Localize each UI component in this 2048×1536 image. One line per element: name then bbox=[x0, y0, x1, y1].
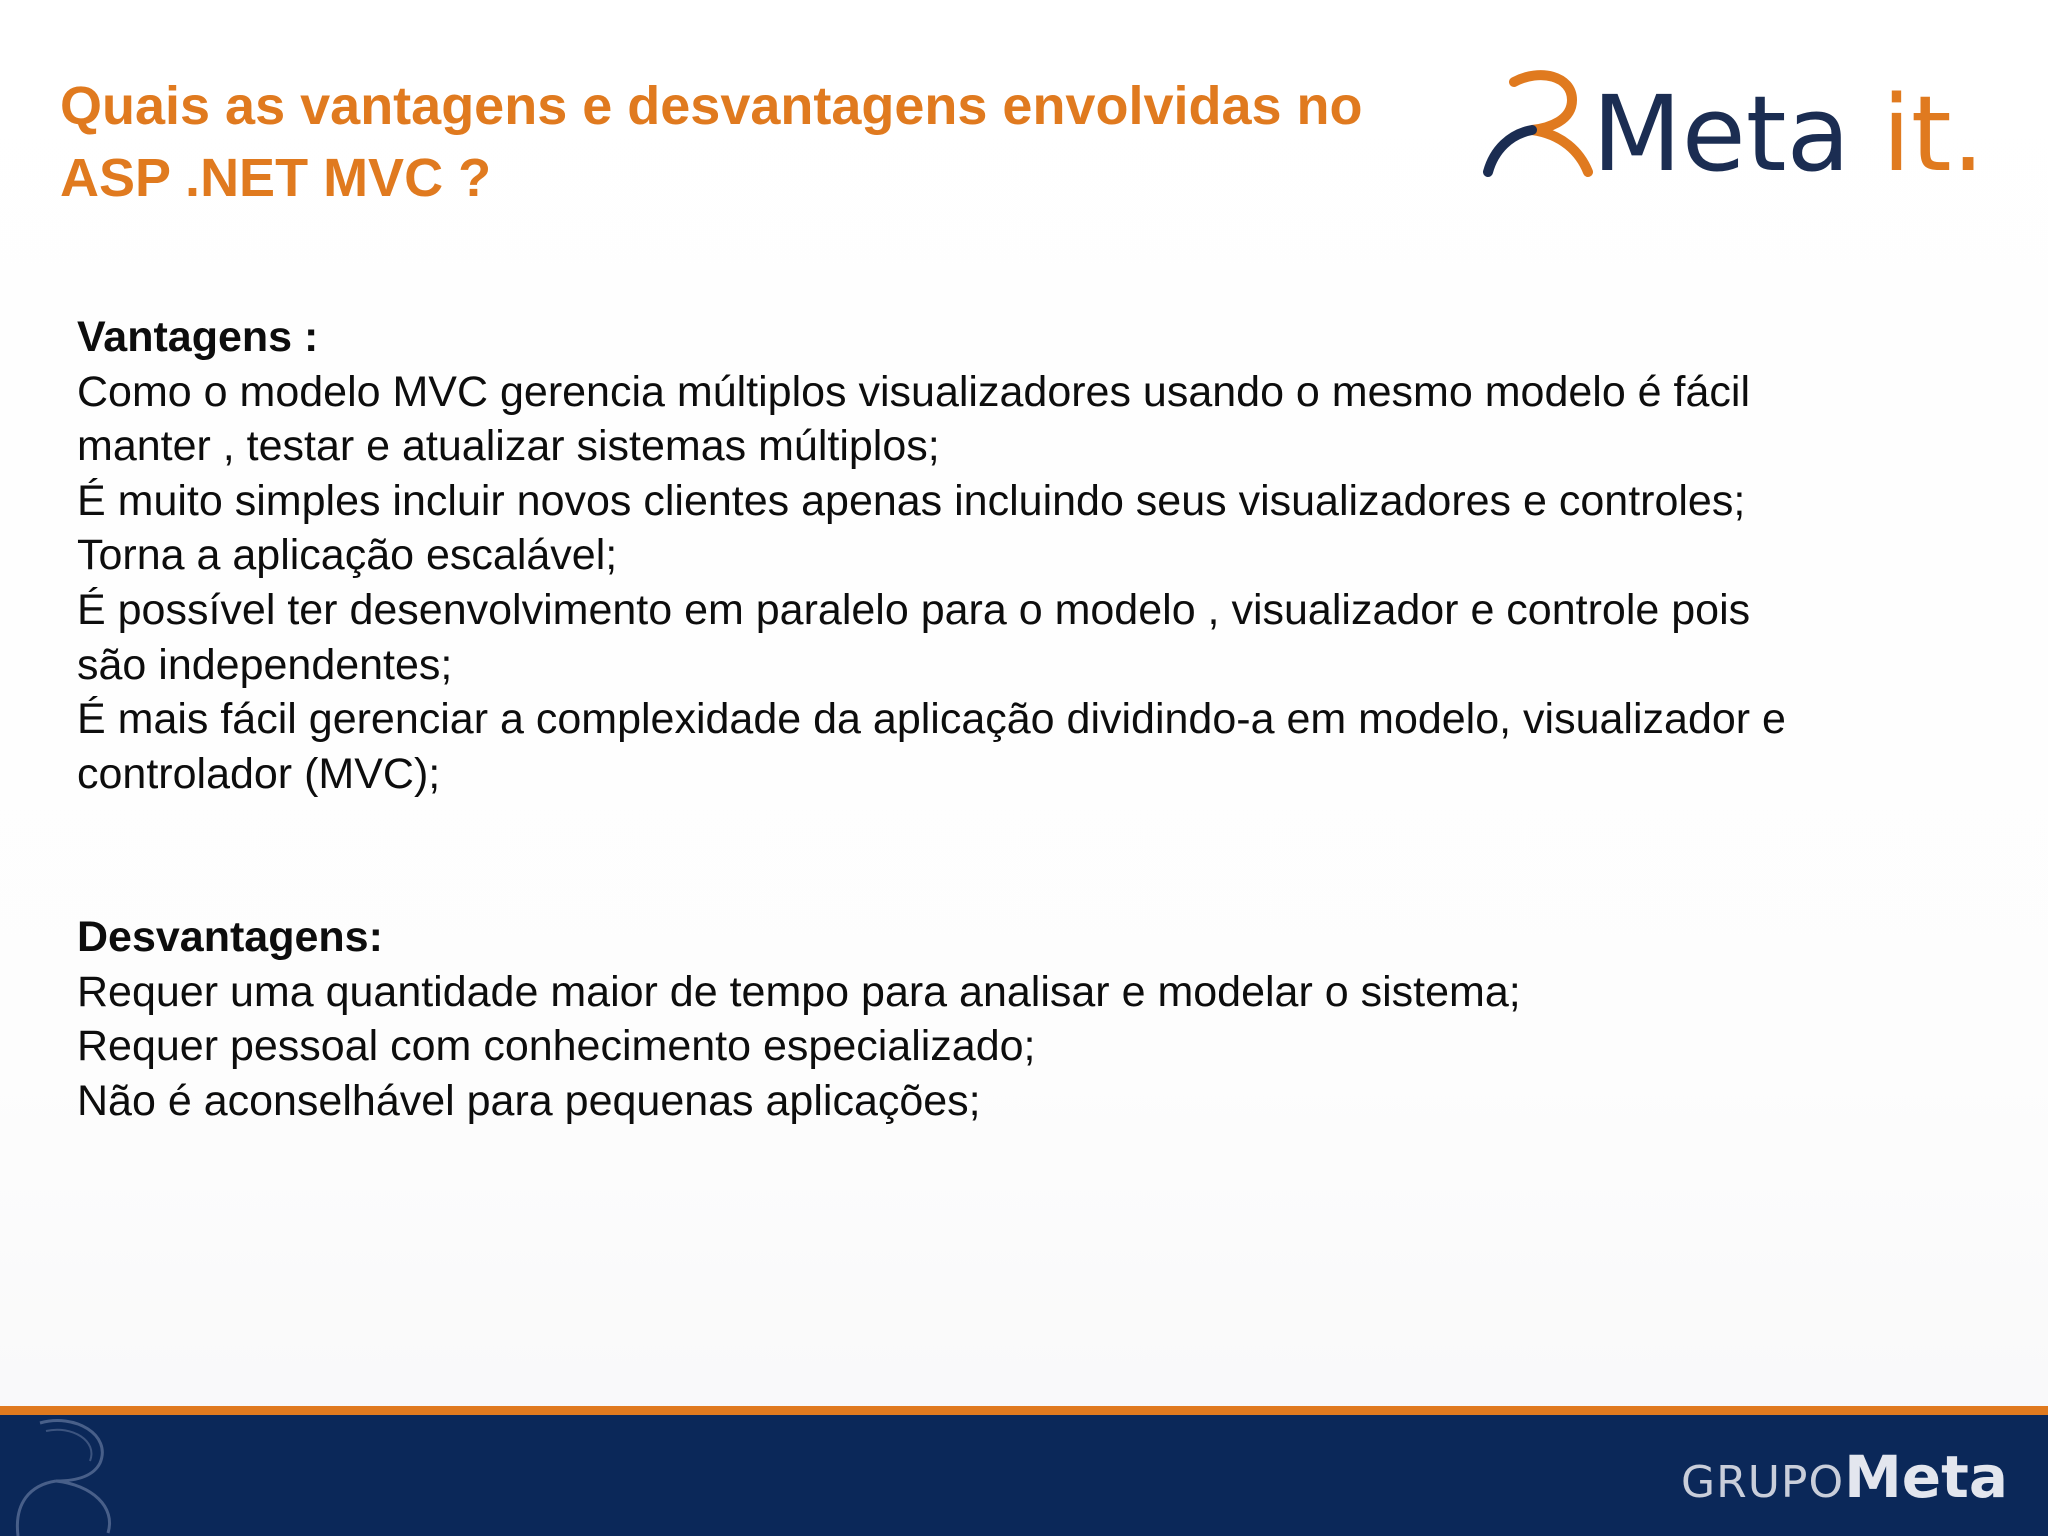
disadvantage-line: Requer uma quantidade maior de tempo para analisar e modelar o sistema; bbox=[77, 967, 1521, 1016]
advantage-line: controlador (MVC); bbox=[77, 749, 441, 798]
disadvantage-line: Requer pessoal com conhecimento especializado; bbox=[77, 1022, 1036, 1071]
footer-watermark-icon bbox=[0, 1415, 140, 1536]
footer-bar bbox=[0, 1415, 2048, 1536]
brand-name: Meta bbox=[1844, 1443, 2008, 1511]
advantage-line: Como o modelo MVC gerencia múltiplos visualizadores usando o mesmo modelo é fácil bbox=[77, 367, 1751, 416]
grupo-meta-brand bbox=[1681, 1443, 2008, 1511]
advantage-line: É muito simples incluir novos clientes apenas incluindo seus visualizadores e controles; bbox=[77, 476, 1746, 525]
advantage-line: manter , testar e atualizar sistemas múltiplos; bbox=[77, 422, 940, 471]
advantages-heading: Vantagens : bbox=[77, 313, 319, 361]
logo-mark-icon bbox=[1514, 75, 1588, 172]
advantage-line: É possível ter desenvolvimento em paralelo para o modelo , visualizador e controle pois bbox=[77, 585, 1751, 634]
brand-prefix: GRUPO bbox=[1681, 1457, 1845, 1508]
logo-it-text: it. bbox=[1882, 73, 1985, 190]
footer-accent-stripe bbox=[0, 1406, 2048, 1415]
advantages-section bbox=[77, 310, 1977, 801]
disadvantage-line: Não é aconselhável para pequenas aplicações; bbox=[77, 1076, 981, 1125]
logo-meta-text: Meta bbox=[1592, 73, 1851, 190]
advantage-line: Torna a aplicação escalável; bbox=[77, 531, 618, 580]
advantage-line: são independentes; bbox=[77, 640, 453, 689]
meta-it-logo bbox=[1480, 60, 2000, 190]
disadvantages-section bbox=[77, 910, 1977, 1128]
advantage-line: É mais fácil gerenciar a complexidade da aplicação dividindo-a em modelo, visualizador e bbox=[77, 695, 1786, 744]
disadvantages-heading: Desvantagens: bbox=[77, 913, 383, 961]
slide-title: Quais as vantagens e desvantagens envolvidas no ASP .NET MVC ? bbox=[60, 76, 1363, 208]
